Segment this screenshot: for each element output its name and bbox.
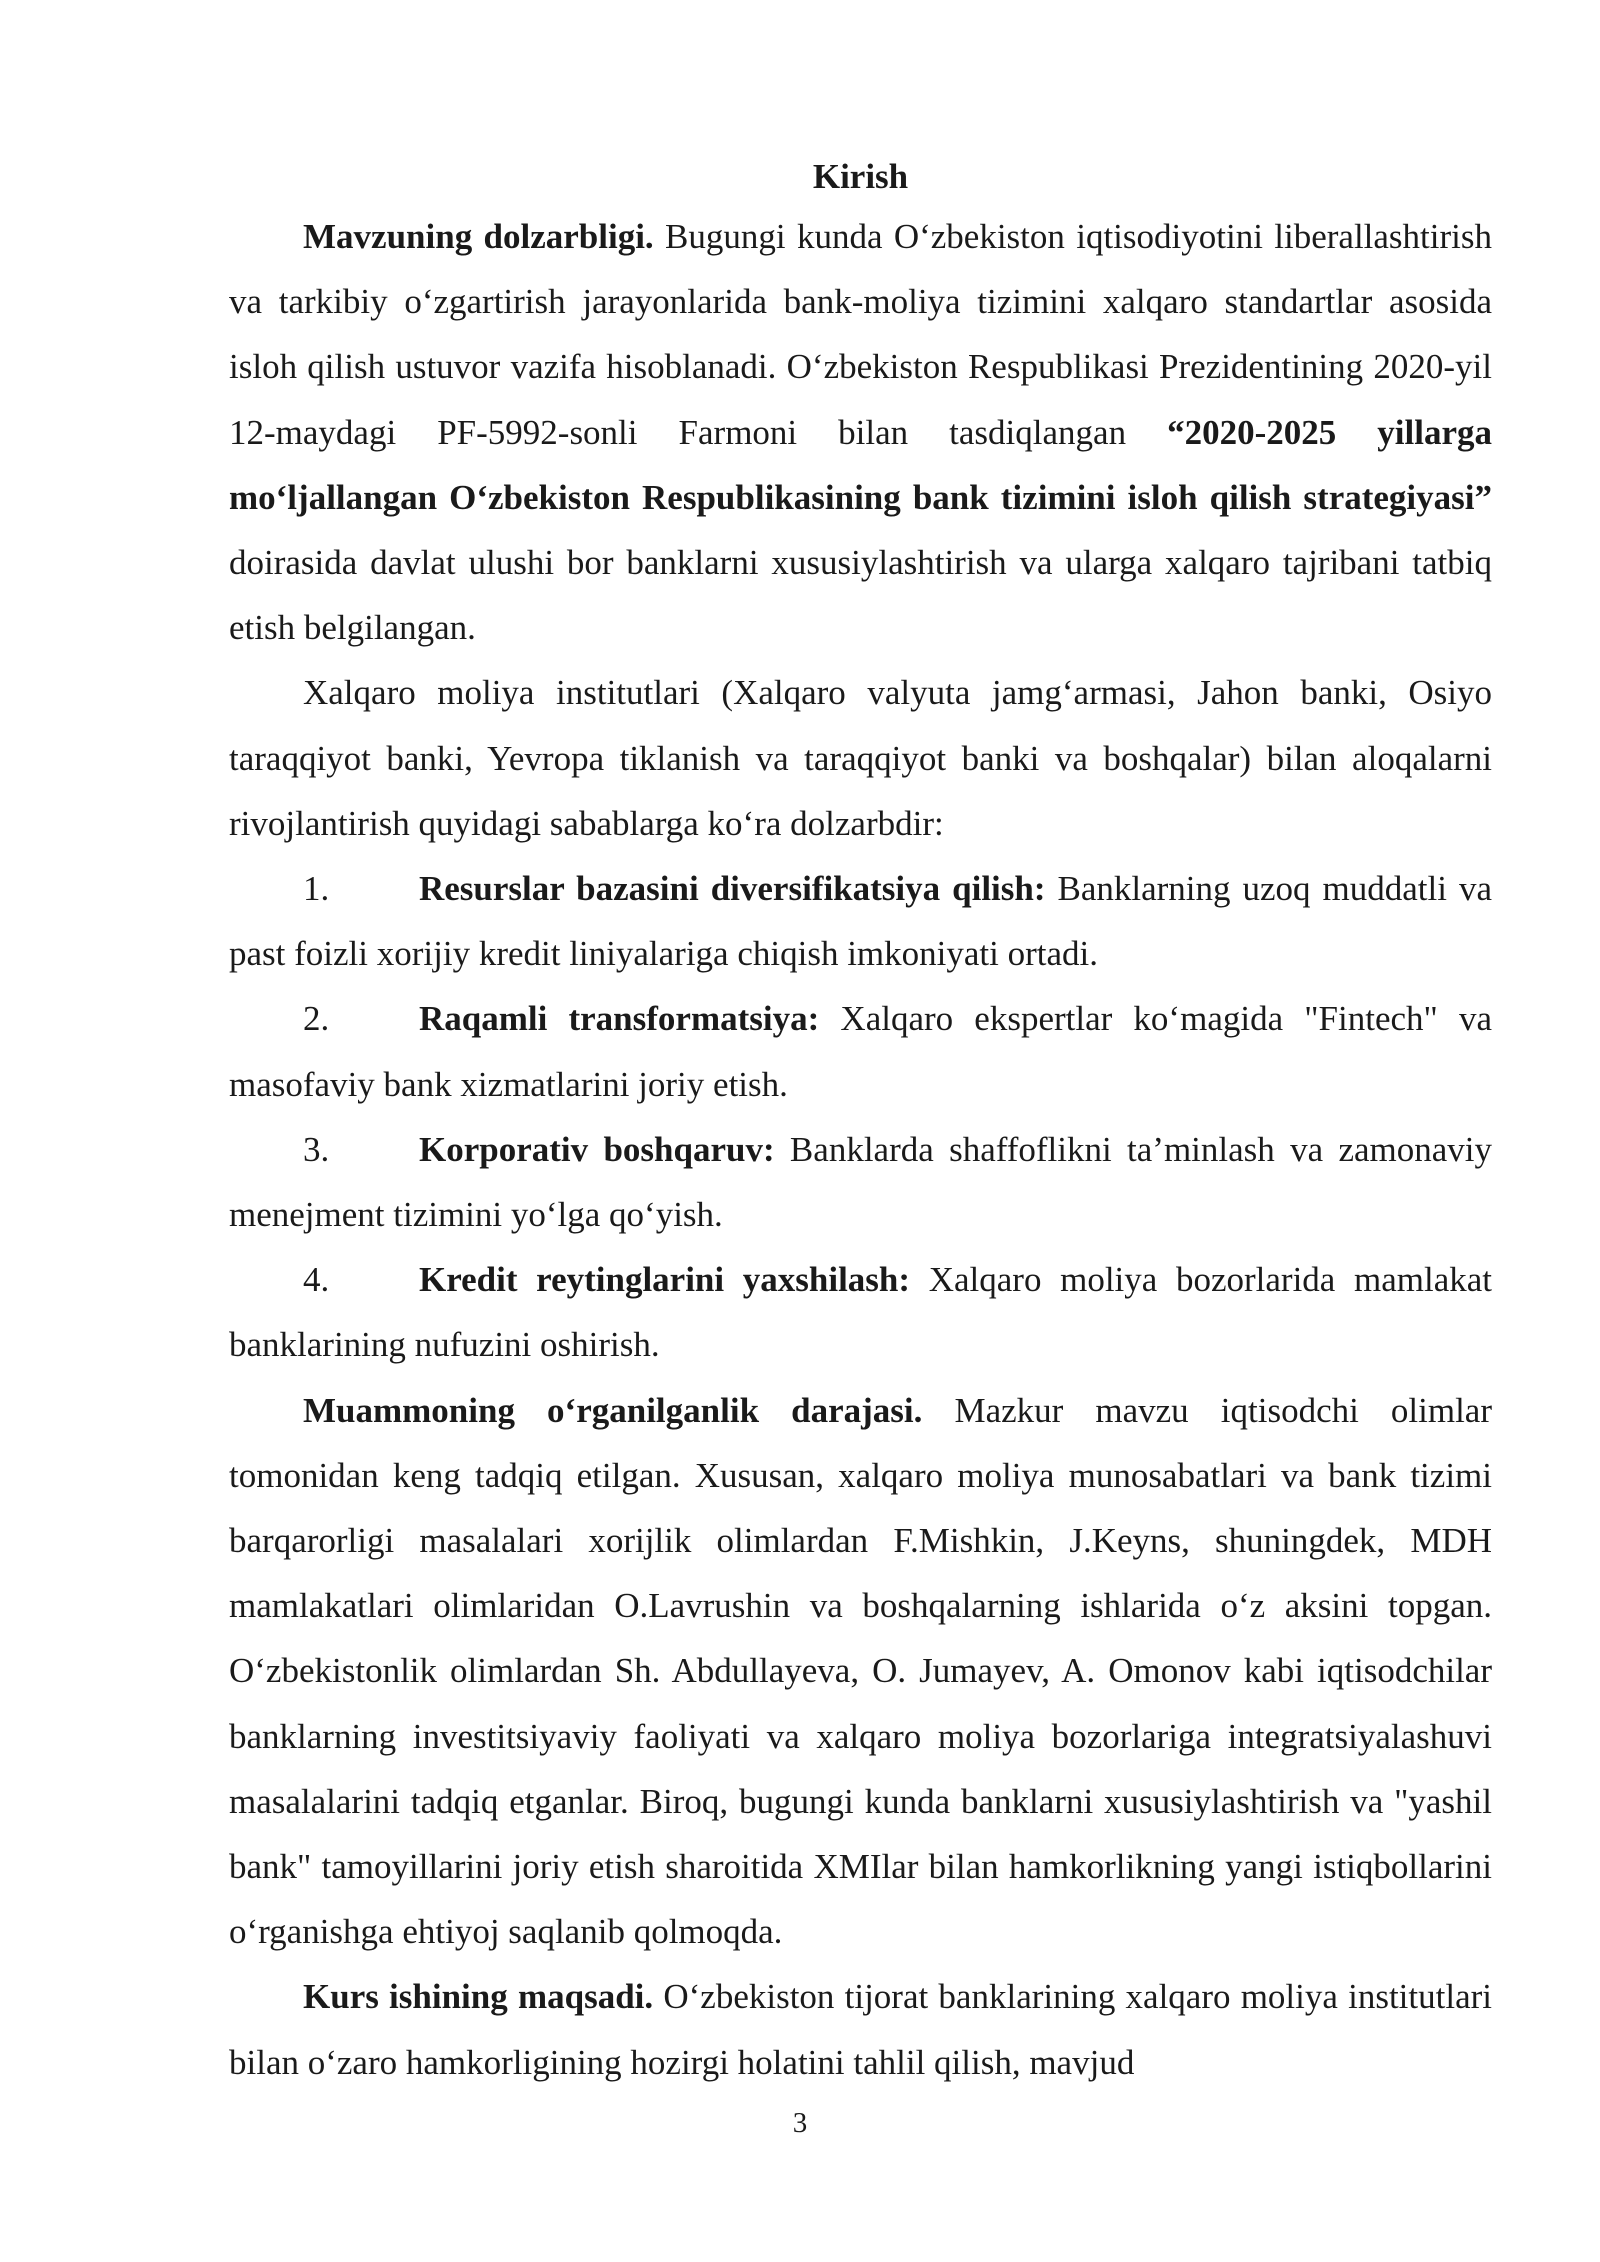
paragraph-research-level (229, 1378, 1492, 1965)
list-item (229, 856, 1492, 986)
paragraph-institutions: Xalqaro moliya institutlari (Xalqaro valyuta jamg‘armasi, Jahon banki, Osiyo taraqqiyot banki, Yevropa tiklanish va taraqqiyot banki va boshqalar) bilan aloqalarni rivojlantirish quyidagi sabablarga ko‘ra dolzarbdir: (229, 673, 1492, 843)
list-item-text: Banklarning uzoq muddatli va past foizli xorijiy kredit liniyalariga chiqish imkoniyati ortadi. (229, 869, 1492, 974)
list-item-title: Resurslar bazasini diversifikatsiya qilish: (419, 869, 1046, 909)
list-item (229, 986, 1492, 1116)
goal-title: Kurs ishining maqsadi. (303, 1977, 654, 2017)
paragraph-goal (229, 1964, 1492, 2094)
strategy-title: “2020-2025 yillarga mo‘ljallangan O‘zbekiston Respublikasining bank tizimini isloh qilish strategiyasi” (229, 412, 1492, 517)
relevance-text-1: Bugungi kunda O‘zbekiston iqtisodiyotini liberallashtirish va tarkibiy o‘zgartirish jarayonlarida bank-moliya tizimini xalqaro standartlar asosida isloh qilish ustuvor vazifa hisoblanadi. O‘zbekiston Respublikasi Prezidentining 2020-yil 12-maydagi PF-5992-sonli Farmoni bilan tasdiqlangan (229, 217, 1492, 452)
research-level-text: Mazkur mavzu iqtisodchi olimlar tomonidan keng tadqiq etilgan. Xususan, xalqaro moliya munosabatlari va bank tizimi barqarorligi masalalari xorijlik olimlardan F.Mishkin, J.Keyns, shuningdek, MDH mamlakatlari olimlaridan O.Lavrushin va boshqalarning ishlarida o‘z aksini topgan. O‘zbekistonlik olimlardan Sh. Abdullayeva, O. Jumayev, A. Omonov kabi iqtisodchilar banklarning investitsiyaviy faoliyati va xalqaro moliya bozorlariga integratsiyalashuvi masalalarini tadqiq etganlar. Biroq, bugungi kunda banklarni xususiylashtirish va "yashil bank" tamoyillarini joriy etish sharoitida XMIlar bilan hamkorlikning yangi istiqbollarini o‘rganishga ehtiyoj saqlanib qolmoqda. (229, 1390, 1492, 1952)
research-level-title: Muammoning o‘rganilganlik darajasi. (303, 1390, 923, 1430)
list-item-number: 2. (303, 999, 330, 1039)
section-heading: Kirish (812, 157, 909, 196)
relevance-text-2: doirasida davlat ulushi bor banklarni xususiylashtirish va ularga xalqaro tajribani tatbiq etish belgilangan. (229, 543, 1492, 648)
list-item-title: Kredit reytinglarini yaxshilash: (419, 1260, 911, 1300)
list-item-text: Xalqaro moliya bozorlarida mamlakat banklarining nufuzini oshirish. (229, 1260, 1492, 1365)
paragraph-relevance (229, 204, 1492, 660)
list-item (229, 1117, 1492, 1247)
list-item-number: 1. (303, 869, 330, 909)
list-item-number: 3. (303, 1129, 330, 1169)
list-item-title: Raqamli transformatsiya: (419, 999, 820, 1039)
page-number: 3 (792, 2107, 808, 2139)
list-item (229, 1247, 1492, 1377)
relevance-title: Mavzuning dolzarbligi. (303, 217, 654, 256)
list-item-title: Korporativ boshqaruv: (419, 1129, 775, 1169)
page-content (229, 150, 1492, 2095)
list-item-number: 4. (303, 1260, 330, 1300)
goal-text: O‘zbekiston tijorat banklarining xalqaro moliya institutlari bilan o‘zaro hamkorligining hozirgi holatini tahlil qilish, mavjud (229, 1977, 1492, 2082)
list-item-text: Banklarda shaffoflikni ta’minlash va zamonaviy menejment tizimini yo‘lga qo‘yish. (229, 1129, 1492, 1235)
list-item-text: Xalqaro ekspertlar ko‘magida "Fintech" va masofaviy bank xizmatlarini joriy etish. (229, 999, 1492, 1104)
